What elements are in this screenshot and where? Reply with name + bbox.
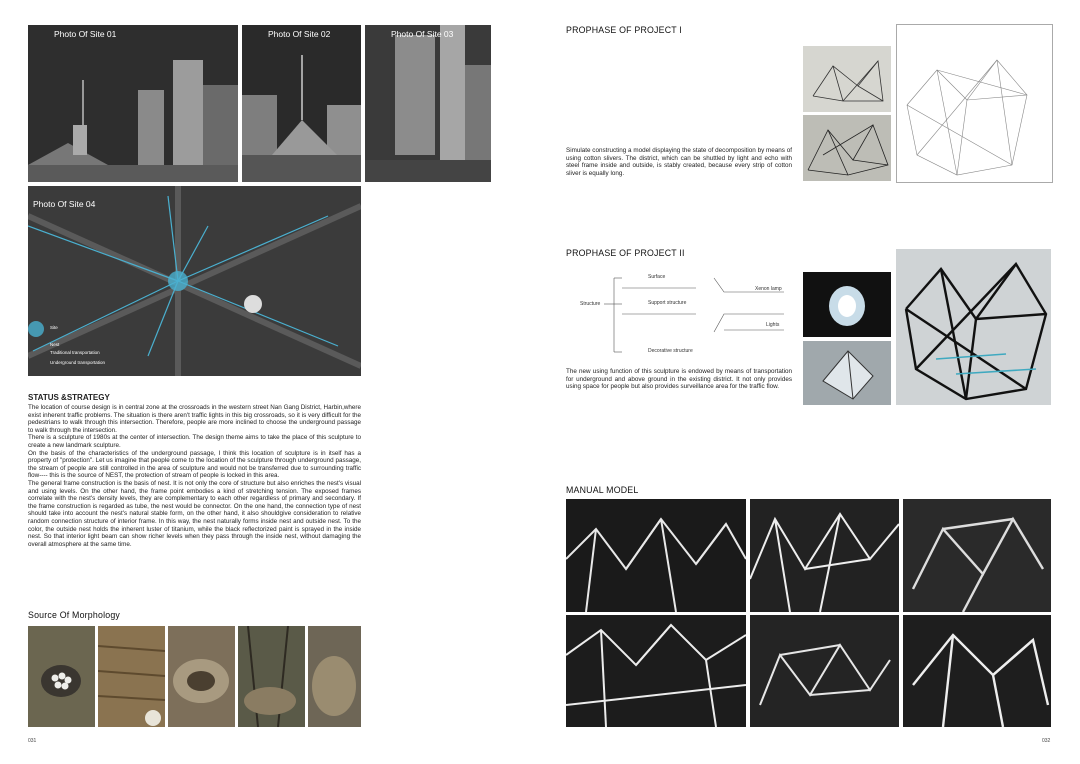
site-photo-02: [242, 25, 361, 182]
project1-photo-bottom: [803, 115, 891, 181]
project1-text: Simulate constructing a model displaying the state of decomposition by means of using cotton slivers. The district, which can be shuttled by light and echo with steel frame inside and outside, is stably created, because every strip of cotton sliver is equally long.: [566, 147, 792, 177]
site-photo-03: [365, 25, 491, 182]
strategy-paragraph-2: There is a sculpture of 1980s at the center of intersection. The design theme aims to take the place of this sculpture to create a new landmark sculpture.: [28, 434, 361, 449]
diagram-leaf-xenon-lamp: Xenon lamp: [755, 286, 782, 292]
diagram-leaf-lights: Lights: [766, 322, 780, 328]
morphology-photo-1: [28, 626, 95, 727]
project1-photo-top: [803, 46, 891, 112]
aerial-map-image: [28, 186, 361, 376]
strategy-paragraph-4: The general frame construction is the basis of nest. It is not only the core of structure but also enriches the nest's visual and using levels. On the other hand, the frame point embodies a kind of stretching tension. The exposed frames correlate with the nest's density levels, they are complementary to each other regardless of primary and secondary. If the frame construction is regarded as tube, the nest would be connector. On the one hand, the connection type of nest should take into account the nest's natural stable form, on the other hand, it also shouldgive consideration to relative random connection structure of interior frame. In this way, the nest naturally forms inside nest and outside nest. To the color, the outside nest holds the inherent luster of titanium, while the black reflectorized paint is sprayed in the inside nest. So that interior light beam can show richer levels when they pass through the inside nest, without damaging the overall atmosphere at the same time.: [28, 479, 361, 548]
map-legend-nest: Nest: [50, 342, 60, 347]
manual-model-photo-3: [903, 499, 1051, 612]
diagram-branch-surface: Surface: [648, 274, 666, 280]
photo-label-02: Photo Of Site 02: [268, 29, 331, 39]
page-number-left: 031: [28, 738, 37, 744]
manual-model-photo-4: [566, 615, 746, 727]
project1-sketch-frame: [896, 24, 1053, 183]
photo-label-01: Photo Of Site 01: [54, 29, 117, 39]
strategy-body: [28, 404, 361, 548]
manual-model-photo-6: [903, 615, 1051, 727]
manual-model-photo-5: [750, 615, 899, 727]
strategy-title: STATUS &STRATEGY: [28, 393, 110, 402]
photo-label-03: Photo Of Site 03: [391, 29, 454, 39]
morphology-title: Source Of Morphology: [28, 610, 121, 620]
project2-title: PROPHASE OF PROJECT II: [566, 248, 685, 258]
project2-text: The new using function of this sculpture is endowed by means of transportation for underground and above ground in the existing district. It not only provides using space for people but also provides surveillance area for the traffic flow.: [566, 368, 792, 391]
strategy-paragraph-3: On the basis of the characteristics of the underground passage, I think this location of sculpture is in itself has a property of "protection". Let us imagine that people come to the location of the sculpture through underground passage, the stream of people are still controlled in the area of sculpture and would not be transferred due to surrounding traffic flow---- this is the source of NEST, the protection of stream of people is locked in this area.: [28, 449, 361, 480]
site-photo-04-map: [28, 186, 361, 376]
diagram-branch-support: Support structure: [648, 300, 687, 306]
site-photo-01: [28, 25, 238, 182]
project2-photo-lamp: [803, 272, 891, 337]
project1-title: PROPHASE OF PROJECT I: [566, 25, 682, 35]
strategy-paragraph-1: The location of course design is in central zone at the crossroads in the western street Nan Gang District, Harbin,where exist inherent traffic problems. The situation is there aren't traffic lights in this big crossroads, so it is very difficult for the pedestrians to walk through this intersection. Therefore, people are more inclined to choose the underground passage to walk through the intersection.: [28, 404, 361, 434]
page-number-right: 032: [1042, 738, 1051, 744]
manual-model-title: MANUAL MODEL: [566, 485, 639, 495]
morphology-photo-3: [168, 626, 235, 727]
site-photo-01-image: [28, 25, 238, 182]
diagram-branch-decorative: Decorative structure: [648, 348, 693, 354]
map-legend-traditional: Traditional transportation: [50, 350, 100, 355]
photo-label-04: Photo Of Site 04: [33, 199, 96, 209]
manual-model-photo-1: [566, 499, 746, 612]
morphology-photo-2: [98, 626, 165, 727]
project1-wireframe-sketch: [897, 25, 1052, 182]
morphology-photo-5: [308, 626, 361, 727]
diagram-root-structure: Structure: [580, 301, 601, 307]
site-photo-02-image: [242, 25, 361, 182]
map-legend-underground: Underground transportation: [50, 360, 106, 365]
project2-model-photo: [896, 249, 1051, 405]
project2-photo-prism: [803, 341, 891, 405]
site-photo-03-image: [365, 25, 491, 182]
manual-model-photo-2: [750, 499, 899, 612]
map-legend-site: Site: [50, 325, 58, 330]
morphology-photo-4: [238, 626, 305, 727]
structure-diagram-lines: [566, 270, 796, 360]
